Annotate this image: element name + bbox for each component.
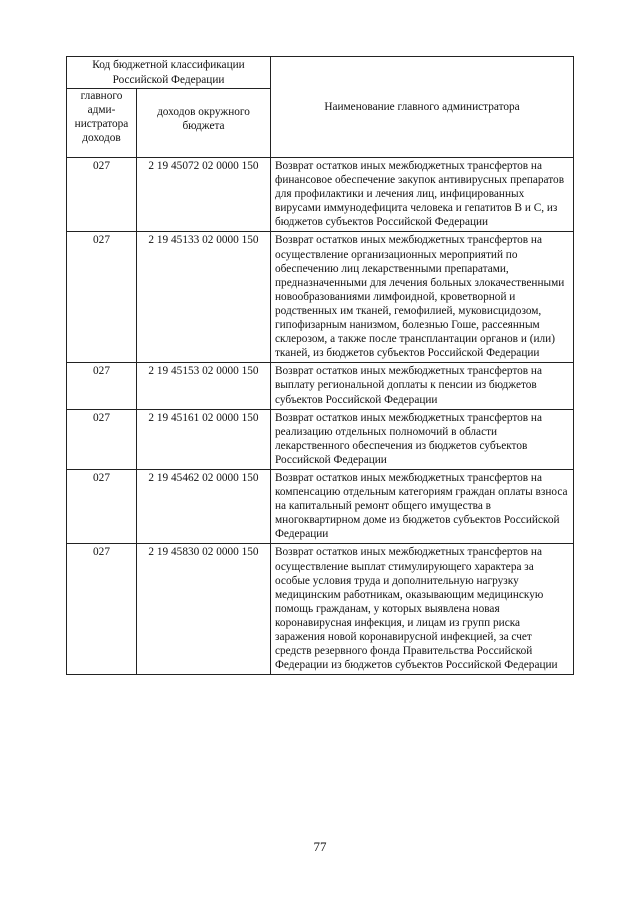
table-row: [67, 409, 574, 469]
chief-administrator-header: главного адми-нистратора доходов: [67, 89, 137, 158]
admin-code-cell: 027: [67, 232, 137, 363]
admin-code-cell: 027: [67, 158, 137, 232]
admin-code-cell: 027: [67, 544, 137, 675]
budget-code-cell: 2 19 45830 02 0000 150: [137, 544, 271, 675]
admin-code-cell: 027: [67, 469, 137, 543]
administrator-name-cell: Возврат остатков иных межбюджетных трансфертов на осуществление выплат стимулирующего характера за особые условия труда и дополнительную нагрузку медицинским работникам, оказывающим медицинскую помощь гражданам, у которых выявлена новая коронавирусная инфекция, и лицам из групп риска заражения новой коронавирусной инфекцией, за счет средств резервного фонда Правительства Российской Федерации из бюджетов субъектов Российской Федерации: [271, 544, 574, 675]
budget-code-cell: 2 19 45462 02 0000 150: [137, 469, 271, 543]
admin-code-cell: 027: [67, 409, 137, 469]
administrator-name-cell: Возврат остатков иных межбюджетных трансфертов на реализацию отдельных полномочий в области лекарственного обеспечения из бюджетов субъектов Российской Федерации: [271, 409, 574, 469]
administrator-name-cell: Возврат остатков иных межбюджетных трансфертов на выплату региональной доплаты к пенсии из бюджетов субъектов Российской Федерации: [271, 363, 574, 409]
table-header-row: [67, 57, 574, 89]
budget-code-cell: 2 19 45161 02 0000 150: [137, 409, 271, 469]
administrator-name-cell: Возврат остатков иных межбюджетных трансфертов на компенсацию отдельным категориям граждан оплаты взноса на капитальный ремонт общего имущества в многоквартирном доме из бюджетов субъектов Российской Федерации: [271, 469, 574, 543]
table-row: [67, 158, 574, 232]
table-row: [67, 232, 574, 363]
classification-code-header: Код бюджетной классификации Российской Федерации: [67, 57, 271, 89]
administrator-name-header: Наименование главного администратора: [271, 57, 574, 158]
table-row: [67, 544, 574, 675]
administrator-name-cell: Возврат остатков иных межбюджетных трансфертов на финансовое обеспечение закупок антивирусных препаратов для профилактики и лечения лиц, инфицированных вирусами иммунодефицита человека и гепатитов В и С, из бюджетов субъектов Российской Федерации: [271, 158, 574, 232]
budget-code-cell: 2 19 45133 02 0000 150: [137, 232, 271, 363]
table-row: [67, 469, 574, 543]
administrator-name-cell: Возврат остатков иных межбюджетных трансфертов на осуществление организационных мероприятий по обеспечению лиц лекарственными препаратами, предназначенными для лечения больных злокачественными новообразованиями лимфоидной, кроветворной и родственных им тканей, гемофилией, муковисцидозом, гипофизарным нанизмом, болезнью Гоше, рассеянным склерозом, а также после трансплантации органов и (или) тканей, из бюджетов субъектов Российской Федерации: [271, 232, 574, 363]
budget-code-cell: 2 19 45153 02 0000 150: [137, 363, 271, 409]
budget-classification-table: [66, 56, 574, 675]
table-row: [67, 363, 574, 409]
admin-code-cell: 027: [67, 363, 137, 409]
budget-code-cell: 2 19 45072 02 0000 150: [137, 158, 271, 232]
page-number: 77: [313, 839, 327, 854]
district-budget-income-header: доходов окружного бюджета: [137, 89, 271, 158]
